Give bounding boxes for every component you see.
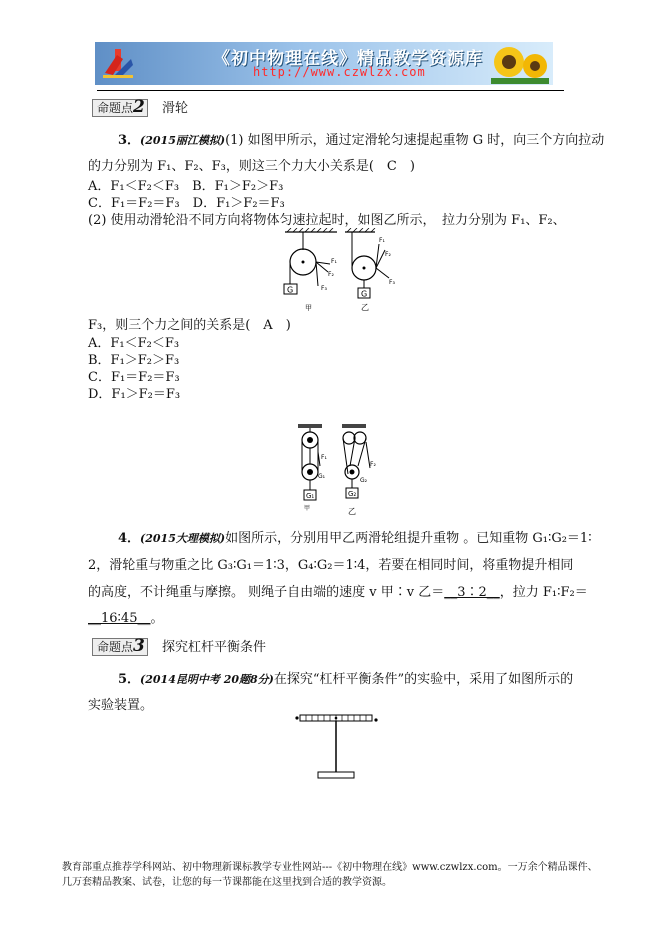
figure-pulley-systems bbox=[290, 422, 385, 520]
svg-text:F₁: F₁ bbox=[379, 237, 385, 244]
fig1-f2: F₂ bbox=[328, 271, 334, 278]
q3-source: (2015丽江模拟) bbox=[140, 134, 226, 147]
q3-option-a: A．F₁＜F₂＜F₃ bbox=[88, 336, 180, 351]
section-heading-lever bbox=[92, 636, 266, 656]
fig1-caption-left: 甲 bbox=[305, 304, 312, 312]
q3-part-2: (2) 使用动滑轮沿不同方向将物体匀速拉起时，如图乙所示， 拉力分别为 F₁、F₂、 bbox=[88, 213, 566, 228]
q3-option-d: D．F₁＞F₂＝F₃ bbox=[88, 387, 181, 402]
fig1-f1: F₁ bbox=[331, 258, 337, 265]
fig1-f3: F₃ bbox=[321, 285, 327, 292]
fig1-caption-right: 乙 bbox=[361, 303, 369, 312]
q5-line-1: 5．(2014昆明中考 20题8分)在探究“杠杆平衡条件”的实验中，采用了如图所示的 bbox=[118, 672, 574, 687]
q4-line-2: 2，滑轮重与物重之比 G₃∶G₁＝1∶3，G₄∶G₂＝1∶4，若要在相同时间，将重物提升相同 bbox=[88, 558, 574, 573]
q4-line-4: __16∶45__。 bbox=[88, 611, 164, 626]
q5-line-2: 实验装置。 bbox=[88, 698, 154, 713]
fig2-g1: G₁ bbox=[318, 473, 326, 480]
sunflower-icon bbox=[491, 44, 549, 84]
fig1-g-label: G bbox=[287, 285, 294, 295]
footer-line-1: 教育部重点推荐学科网站、初中物理新课标教学专业性网站---《初中物理在线》www.czwlzx.com。一万余个精品课件、 bbox=[62, 862, 598, 873]
section-tag: 命题点2 bbox=[92, 99, 148, 117]
q4-line-3: 的高度，不计绳重与摩擦。 则绳子自由端的速度 v 甲∶v 乙＝__3∶2__，拉力 F₁∶F₂＝ bbox=[88, 585, 588, 600]
q5-source: (2014昆明中考 20题8分) bbox=[140, 673, 274, 686]
figure-pulley-fixed-movable bbox=[275, 228, 400, 313]
header-rule bbox=[97, 90, 564, 91]
footer-line-2: 几万套精品教案、试卷，让您的每一节课都能在这里找到合适的教学资源。 bbox=[62, 877, 392, 888]
section-heading-pulley bbox=[92, 97, 188, 117]
q4-answer-force: __16∶45__ bbox=[88, 611, 151, 626]
q4-answer-velocity: __3∶2__ bbox=[444, 585, 500, 600]
header-banner bbox=[95, 42, 553, 85]
q3-options-cd: C．F₁＝F₂＝F₃ D．F₁＞F₂＝F₃ bbox=[88, 196, 285, 211]
svg-text:F₃: F₃ bbox=[389, 279, 395, 286]
q4-line-1: 4．(2015大理模拟)如图所示，分别用甲乙两滑轮组提升重物 。已知重物 G₁∶G₂＝1∶ bbox=[118, 531, 592, 546]
section-tag: 命题点3 bbox=[92, 638, 148, 656]
figure-lever-apparatus bbox=[292, 710, 382, 782]
site-logo-icon bbox=[101, 47, 135, 79]
q3-option-c: C．F₁＝F₂＝F₃ bbox=[88, 370, 180, 385]
section-title: 探究杠杆平衡条件 bbox=[162, 640, 267, 655]
q4-source: (2015大理模拟) bbox=[140, 532, 226, 545]
svg-text:G₁: G₁ bbox=[306, 492, 315, 500]
fig2-f2: F₂ bbox=[370, 461, 376, 468]
banner-title: 《初中物理在线》精品教学资源库 bbox=[213, 49, 483, 69]
q3-option-b: B．F₁＞F₂＞F₃ bbox=[88, 353, 180, 368]
svg-text:F₂: F₂ bbox=[385, 251, 391, 258]
q3-line-2: 的力分别为 F₁、F₂、F₃，则这三个力大小关系是( C ) bbox=[88, 159, 415, 174]
fig2-caption-left: 甲 bbox=[304, 505, 311, 512]
q3-line-1: 3．(2015丽江模拟)(1) 如图甲所示，通过定滑轮匀速提起重物 G 时，向三个方向拉动 bbox=[118, 133, 605, 148]
q3-options-ab: A．F₁＜F₂＜F₃ B．F₁＞F₂＞F₃ bbox=[88, 179, 284, 194]
q3-line-6: F₃，则三个力之间的关系是( A ) bbox=[88, 318, 291, 333]
svg-text:G: G bbox=[361, 289, 368, 299]
fig2-caption-right: 乙 bbox=[348, 507, 356, 516]
fig2-g2: G₂ bbox=[360, 477, 368, 484]
section-title: 滑轮 bbox=[162, 101, 189, 116]
svg-text:G₂: G₂ bbox=[348, 490, 357, 498]
fig2-f1: F₁ bbox=[321, 454, 327, 461]
banner-url[interactable]: http://www.czwlzx.com bbox=[253, 65, 426, 79]
